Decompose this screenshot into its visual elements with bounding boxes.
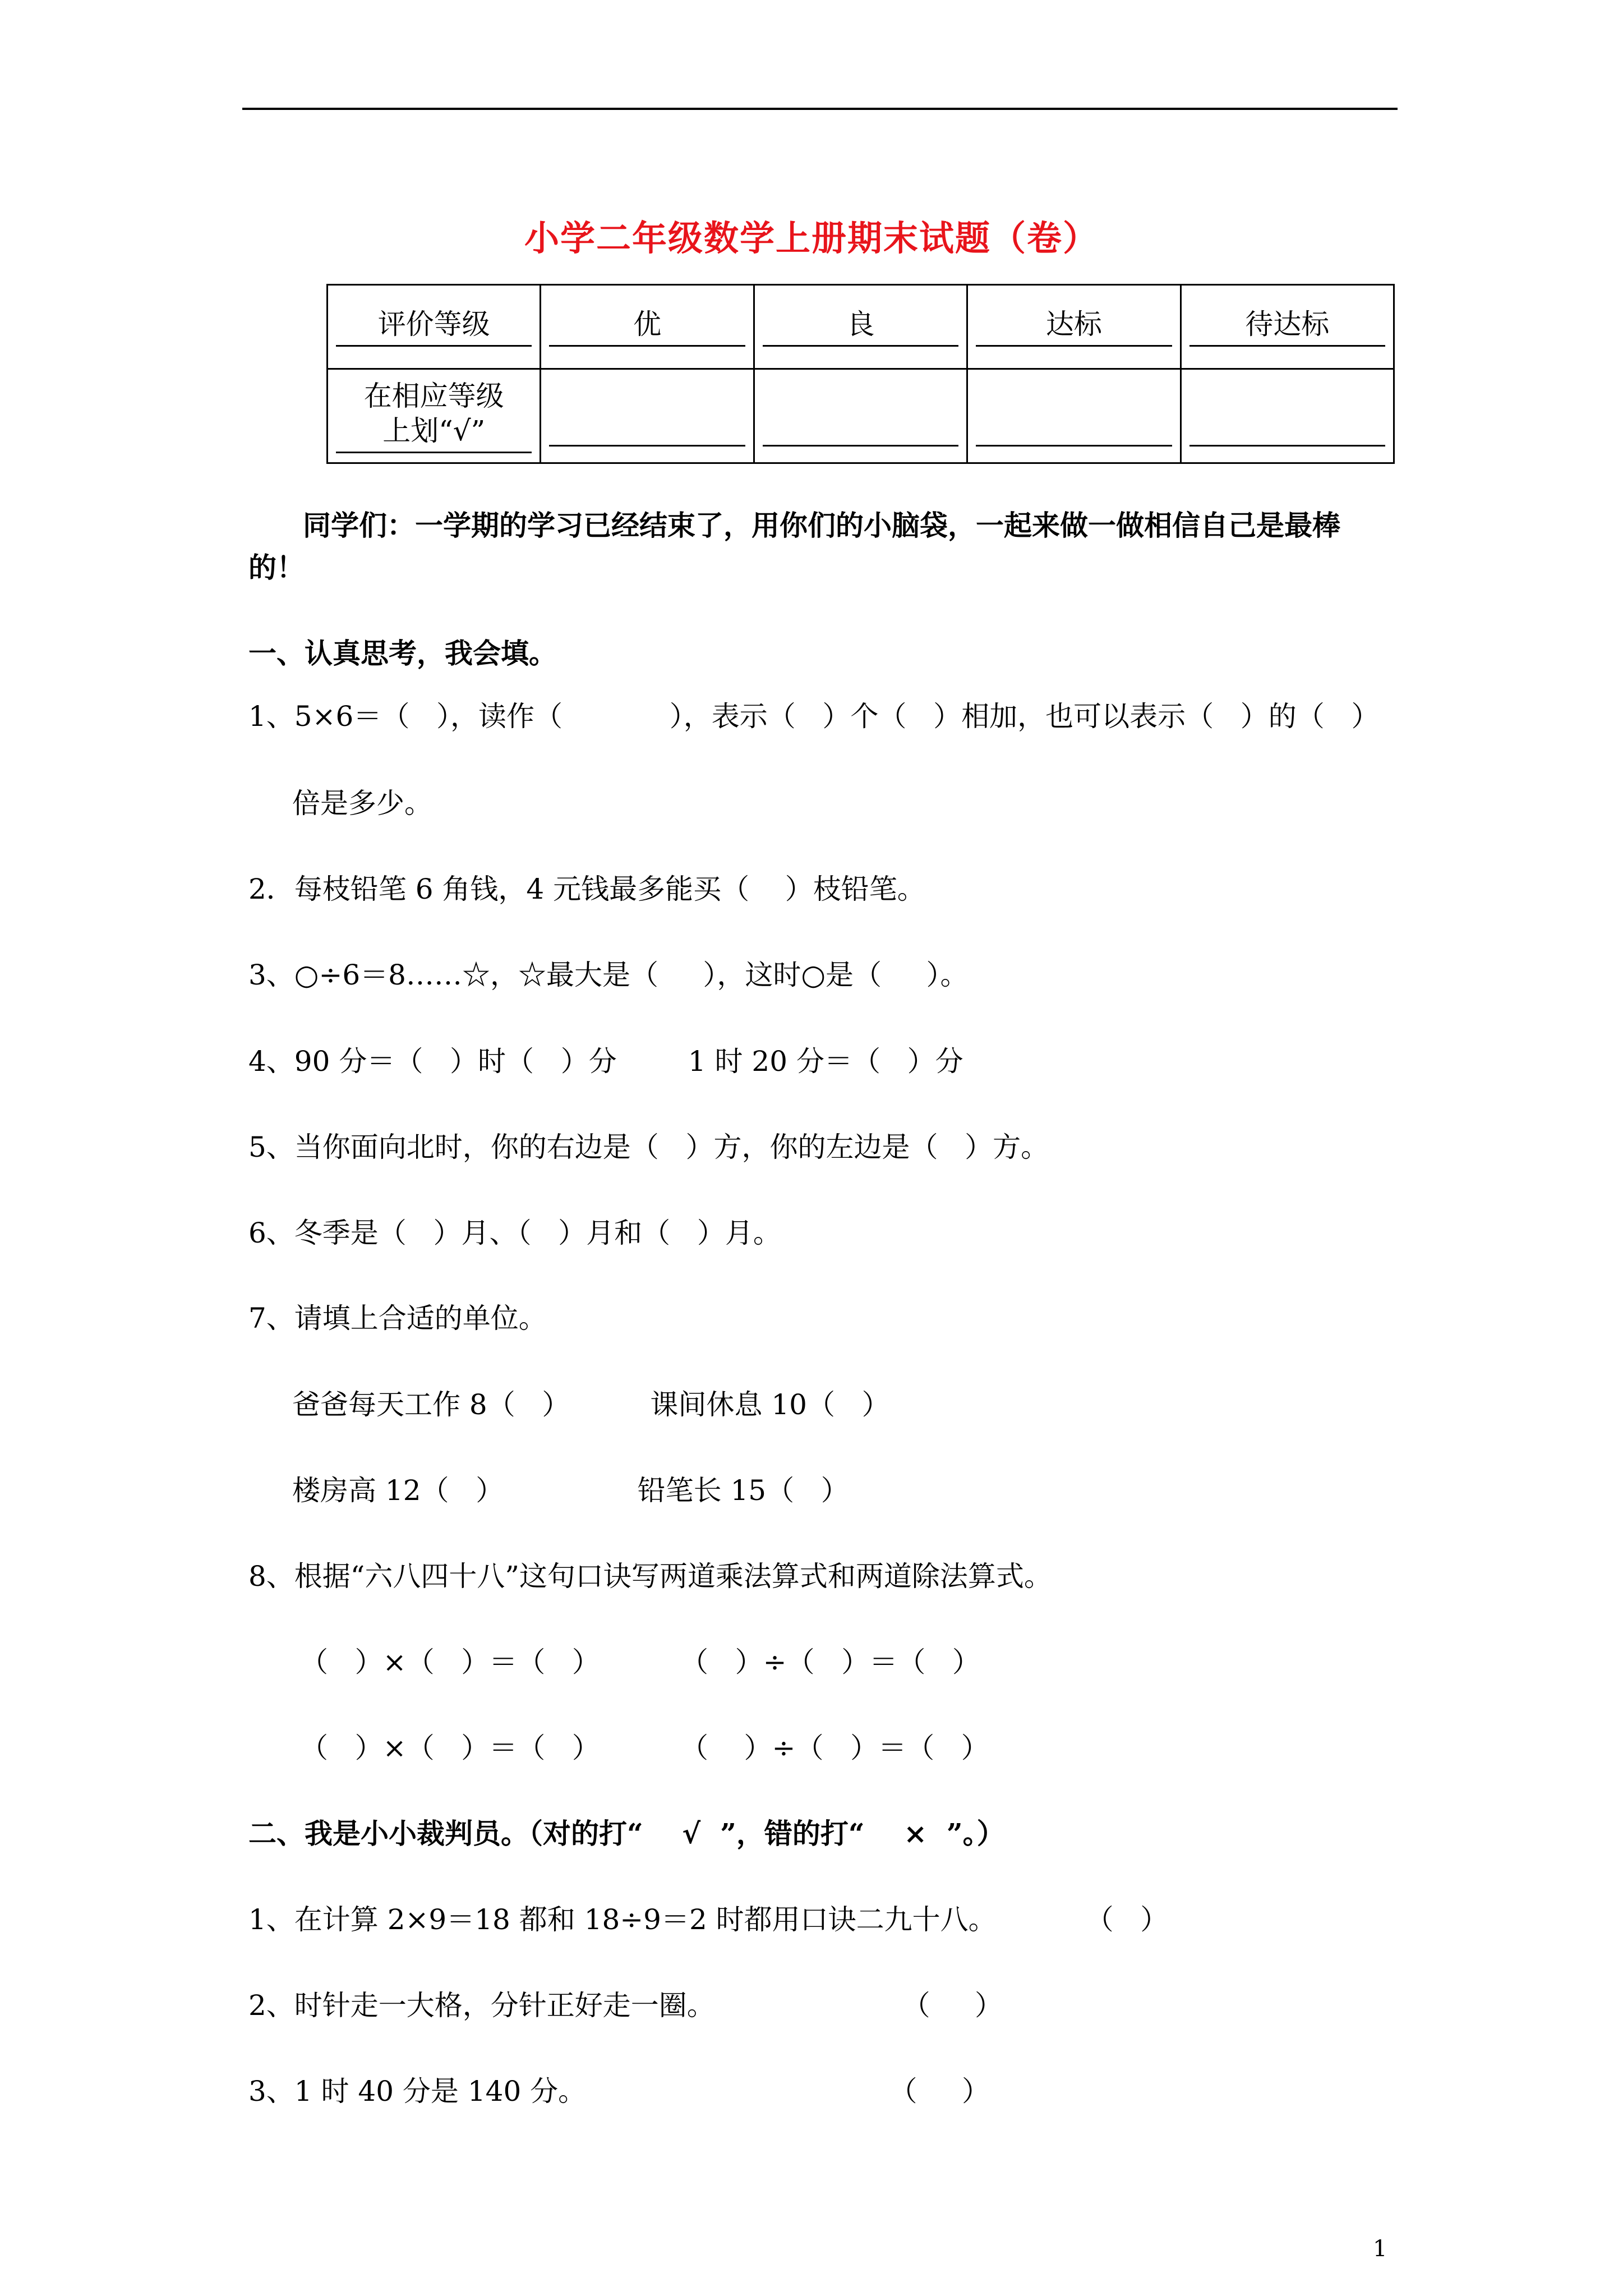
question-7: 7、请填上合适的单位。 bbox=[248, 1302, 547, 1335]
mark-blank-good[interactable] bbox=[763, 411, 958, 447]
question-4: 4、90 分＝（ ）时（ ）分 1 时 20 分＝（ ）分 bbox=[248, 1045, 963, 1078]
grade-level-label: 评价等级 bbox=[336, 307, 532, 347]
question-5: 5、当你面向北时，你的右边是（ ）方，你的左边是（ ）方。 bbox=[248, 1131, 1049, 1163]
mark-instruction-line2: 上划“√” bbox=[336, 413, 532, 453]
section2-heading: 二、我是小小裁判员。（对的打“ √ ”，错的打“ × ”。） bbox=[248, 1817, 1005, 1850]
question-8-a: （ ）×（ ）＝（ ） （ ）÷（ ）＝（ ） bbox=[300, 1646, 980, 1678]
judge-3: 3、1 时 40 分是 140 分。 （ ） bbox=[248, 2075, 990, 2108]
question-1-cont: 倍是多少。 bbox=[292, 787, 432, 820]
section1-heading: 一、认真思考，我会填。 bbox=[248, 637, 557, 670]
grade-table-cell bbox=[754, 285, 967, 369]
intro-line1: 同学们：一学期的学习已经结束了，用你们的小脑袋，一起来做一做相信自己是最棒 bbox=[303, 509, 1340, 542]
question-7-b: 楼房高 12（ ） 铅笔长 15（ ） bbox=[292, 1474, 849, 1507]
grade-table-cell bbox=[541, 369, 754, 463]
mark-instruction-line1: 在相应等级 bbox=[363, 380, 504, 412]
page-title: 小学二年级数学上册期末试题（卷） bbox=[524, 218, 1099, 259]
grade-table-cell bbox=[754, 369, 967, 463]
grade-table-cell bbox=[328, 369, 541, 463]
question-2: 2．每枝铅笔 6 角钱，4 元钱最多能买（ ）枝铅笔。 bbox=[248, 873, 925, 905]
grade-table-cell bbox=[1181, 369, 1394, 463]
mark-blank-needs-work[interactable] bbox=[1189, 411, 1385, 447]
grade-table-cell bbox=[967, 285, 1181, 369]
grade-table-cell bbox=[328, 285, 541, 369]
grade-needs-work: 待达标 bbox=[1189, 307, 1385, 347]
question-8-b: （ ）×（ ）＝（ ） （ ）÷（ ）＝（ ） bbox=[300, 1732, 989, 1764]
judge-1: 1、在计算 2×9＝18 都和 18÷9＝2 时都用口诀二九十八。 （ ） bbox=[248, 1903, 1169, 1936]
question-1: 1、5×6＝（ ），读作（ ），表示（ ）个（ ）相加，也可以表示（ ）的（ ） bbox=[248, 700, 1380, 733]
question-8: 8、根据“六八四十八”这句口诀写两道乘法算式和两道除法算式。 bbox=[248, 1560, 1052, 1593]
grade-table-cell bbox=[1181, 285, 1394, 369]
grade-table-cell bbox=[967, 369, 1181, 463]
header-rule bbox=[242, 108, 1398, 110]
grade-table-header-row bbox=[328, 285, 1394, 369]
question-7-a: 爸爸每天工作 8（ ） 课间休息 10（ ） bbox=[292, 1388, 890, 1421]
grade-excellent: 优 bbox=[549, 307, 745, 347]
grade-good: 良 bbox=[763, 307, 958, 347]
grade-table-cell bbox=[541, 285, 754, 369]
intro-line2: 的！ bbox=[248, 551, 305, 584]
question-3: 3、○÷6＝8……☆，☆最大是（ ），这时○是（ ）。 bbox=[248, 959, 969, 991]
mark-blank-excellent[interactable] bbox=[549, 411, 745, 447]
grade-table-mark-row bbox=[328, 369, 1394, 463]
grade-pass: 达标 bbox=[976, 307, 1172, 347]
mark-blank-pass[interactable] bbox=[976, 411, 1172, 447]
question-6: 6、冬季是（ ）月、（ ）月和（ ）月。 bbox=[248, 1217, 781, 1249]
grade-table bbox=[326, 284, 1395, 464]
judge-2: 2、时针走一大格，分针正好走一圈。 （ ） bbox=[248, 1989, 1003, 2022]
page-number: 1 bbox=[1373, 2236, 1387, 2262]
